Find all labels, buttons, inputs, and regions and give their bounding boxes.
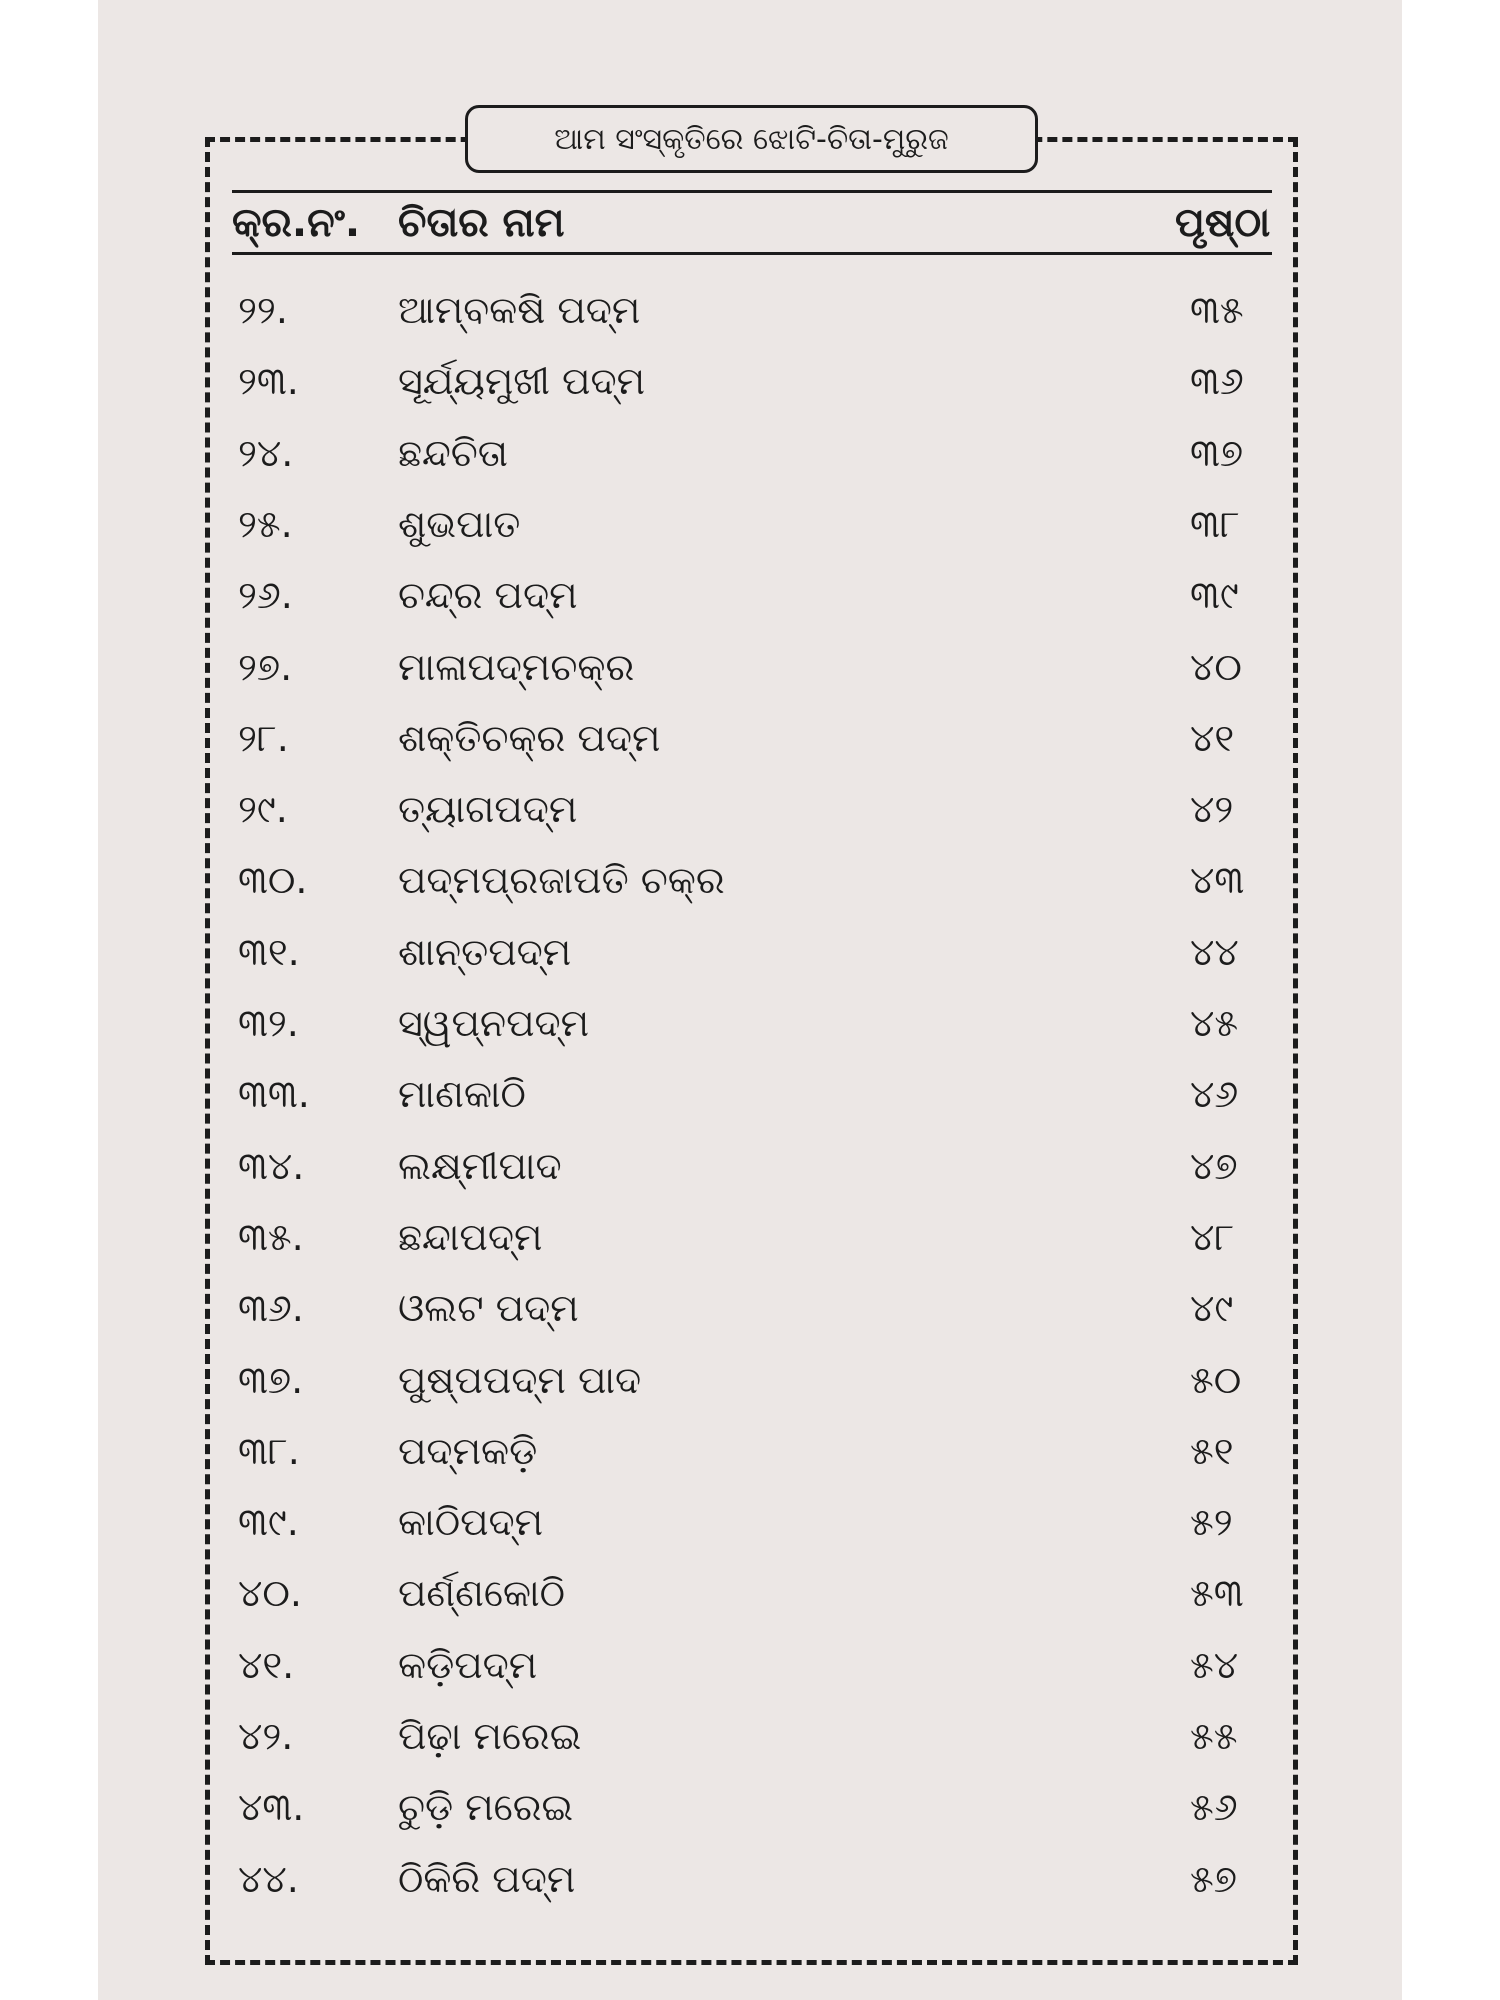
table-row (0, 1144, 1500, 1208)
row-name: ଛନ୍ଦାପଦ୍ମ (398, 1214, 543, 1259)
row-number: ୩୧. (238, 929, 300, 974)
row-page: ୪୩ (1190, 858, 1245, 903)
row-page: ୩୯ (1190, 573, 1239, 618)
row-page: ୩୮ (1190, 501, 1240, 546)
page-title: ଆମ ସଂସ୍କୃତିରେ ଝୋଟି-ଚିତା-ମୁରୁଜ (465, 105, 1038, 173)
table-row (0, 1500, 1500, 1564)
table-row (0, 1286, 1500, 1350)
row-number: ୪୩. (238, 1785, 305, 1830)
row-number: ୪୪. (238, 1856, 299, 1901)
row-name: ପିଢ଼ା ମରେଇ (398, 1714, 582, 1758)
table-row (0, 645, 1500, 709)
row-page: ୪୭ (1190, 1143, 1238, 1188)
row-number: ୪୨. (238, 1714, 294, 1758)
row-name: ଠିକିରି ପଦ୍ମ (398, 1856, 576, 1901)
row-page: ୩୬ (1190, 359, 1244, 404)
row-number: ୨୩. (238, 359, 299, 404)
row-name: ମାଣକାଠି (398, 1072, 526, 1117)
row-name: ସ୍ୱପ୍ନପଦ୍ମ (398, 1001, 590, 1045)
row-name: ସୂର୍ଯ୍ୟମୁଖୀ ପଦ୍ମ (398, 359, 646, 404)
row-page: ୫୫ (1190, 1714, 1238, 1758)
table-row (0, 858, 1500, 922)
row-name: ଛନ୍ଦଚିତା (398, 430, 508, 475)
row-page: ୫୪ (1190, 1642, 1239, 1687)
table-row (0, 1358, 1500, 1422)
row-page: ୪୪ (1190, 929, 1239, 974)
table-row (0, 1643, 1500, 1707)
row-page: ୪୧ (1190, 715, 1235, 760)
table-row (0, 288, 1500, 352)
row-number: ୩୪. (238, 1143, 305, 1188)
row-name: ଶକ୍ତିଚକ୍ର ପଦ୍ମ (398, 715, 661, 760)
row-number: ୨୮. (238, 715, 289, 760)
row-name: ପଦ୍ମକଡ଼ି (398, 1428, 538, 1473)
header-page: ପୃଷ୍ଠା (1175, 200, 1271, 246)
table-row (0, 1072, 1500, 1136)
row-page: ୪୦ (1190, 644, 1242, 689)
top-rule (232, 190, 1272, 193)
row-page: ୪୨ (1190, 787, 1234, 832)
row-page: ୩୭ (1190, 430, 1244, 475)
row-name: ପର୍ଣ୍ଣକୋଠି (398, 1571, 566, 1616)
row-number: ୨୨. (238, 288, 288, 332)
row-name: ଚନ୍ଦ୍ର ପଦ୍ମ (398, 573, 578, 618)
row-number: ୪୦. (238, 1571, 302, 1616)
row-number: ୨୪. (238, 430, 294, 475)
table-row (0, 502, 1500, 566)
row-page: ୫୩ (1190, 1571, 1244, 1616)
header-rule (232, 252, 1272, 255)
row-page: ୫୧ (1190, 1428, 1234, 1473)
row-number: ୩୫. (238, 1214, 304, 1259)
table-row (0, 1857, 1500, 1921)
table-row (0, 716, 1500, 780)
row-name: ଶୁଭପାତ (398, 501, 521, 546)
row-page: ୩୫ (1190, 288, 1244, 332)
row-name: ମାଳାପଦ୍ମଚକ୍ର (398, 644, 635, 689)
row-number: ୨୫. (238, 501, 293, 546)
table-header (0, 198, 1500, 248)
row-number: ୩୯. (238, 1500, 299, 1545)
table-row (0, 930, 1500, 994)
table-row (0, 1001, 1500, 1065)
row-number: ୩୮. (238, 1428, 300, 1473)
table-row (0, 1571, 1500, 1635)
row-number: ୩୭. (238, 1357, 304, 1402)
row-name: କାଠିପଦ୍ମ (398, 1500, 544, 1545)
row-name: କଡ଼ିପଦ୍ମ (398, 1642, 538, 1687)
row-number: ୩୩. (238, 1072, 310, 1117)
table-row (0, 1714, 1500, 1778)
row-page: ୪୬ (1190, 1072, 1239, 1117)
row-name: ତ୍ୟାଗପଦ୍ମ (398, 787, 578, 832)
row-page: ୫୦ (1190, 1357, 1242, 1402)
row-number: ୩୨. (238, 1001, 299, 1045)
row-name: ଆମ୍ବକଷି ପଦ୍ମ (398, 288, 641, 332)
row-number: ୪୧. (238, 1642, 295, 1687)
table-row (0, 1215, 1500, 1279)
table-row (0, 1429, 1500, 1493)
table-row (0, 359, 1500, 423)
header-number: କ୍ର.ନଂ. (232, 200, 361, 246)
row-page: ୫୨ (1190, 1500, 1233, 1545)
row-name: ପଦ୍ମପ୍ରଜାପତି ଚକ୍ର (398, 858, 725, 903)
row-name: ଓଲଟ ପଦ୍ମ (398, 1286, 579, 1331)
row-name: ଚୁଡ଼ି ମରେଇ (398, 1785, 574, 1830)
row-name: ପୁଷ୍ପପଦ୍ମ ପାଦ (398, 1357, 642, 1402)
row-number: ୨୭. (238, 644, 293, 689)
row-number: ୩୦. (238, 858, 308, 903)
row-number: ୨୬. (238, 573, 293, 618)
row-number: ୨୯. (238, 787, 288, 832)
row-page: ୪୫ (1190, 1001, 1239, 1045)
table-row (0, 573, 1500, 637)
table-row (0, 1785, 1500, 1849)
table-row (0, 431, 1500, 495)
row-number: ୩୬. (238, 1286, 304, 1331)
row-name: ଶାନ୍ତପଦ୍ମ (398, 929, 572, 974)
row-name: ଲକ୍ଷ୍ମୀପାଦ (398, 1143, 562, 1188)
header-name: ଚିତାର ନାମ (398, 200, 565, 246)
row-page: ୪୯ (1190, 1286, 1234, 1331)
row-page: ୫୬ (1190, 1785, 1238, 1830)
table-row (0, 787, 1500, 851)
row-page: ୪୮ (1190, 1214, 1235, 1259)
row-page: ୫୭ (1190, 1856, 1237, 1901)
